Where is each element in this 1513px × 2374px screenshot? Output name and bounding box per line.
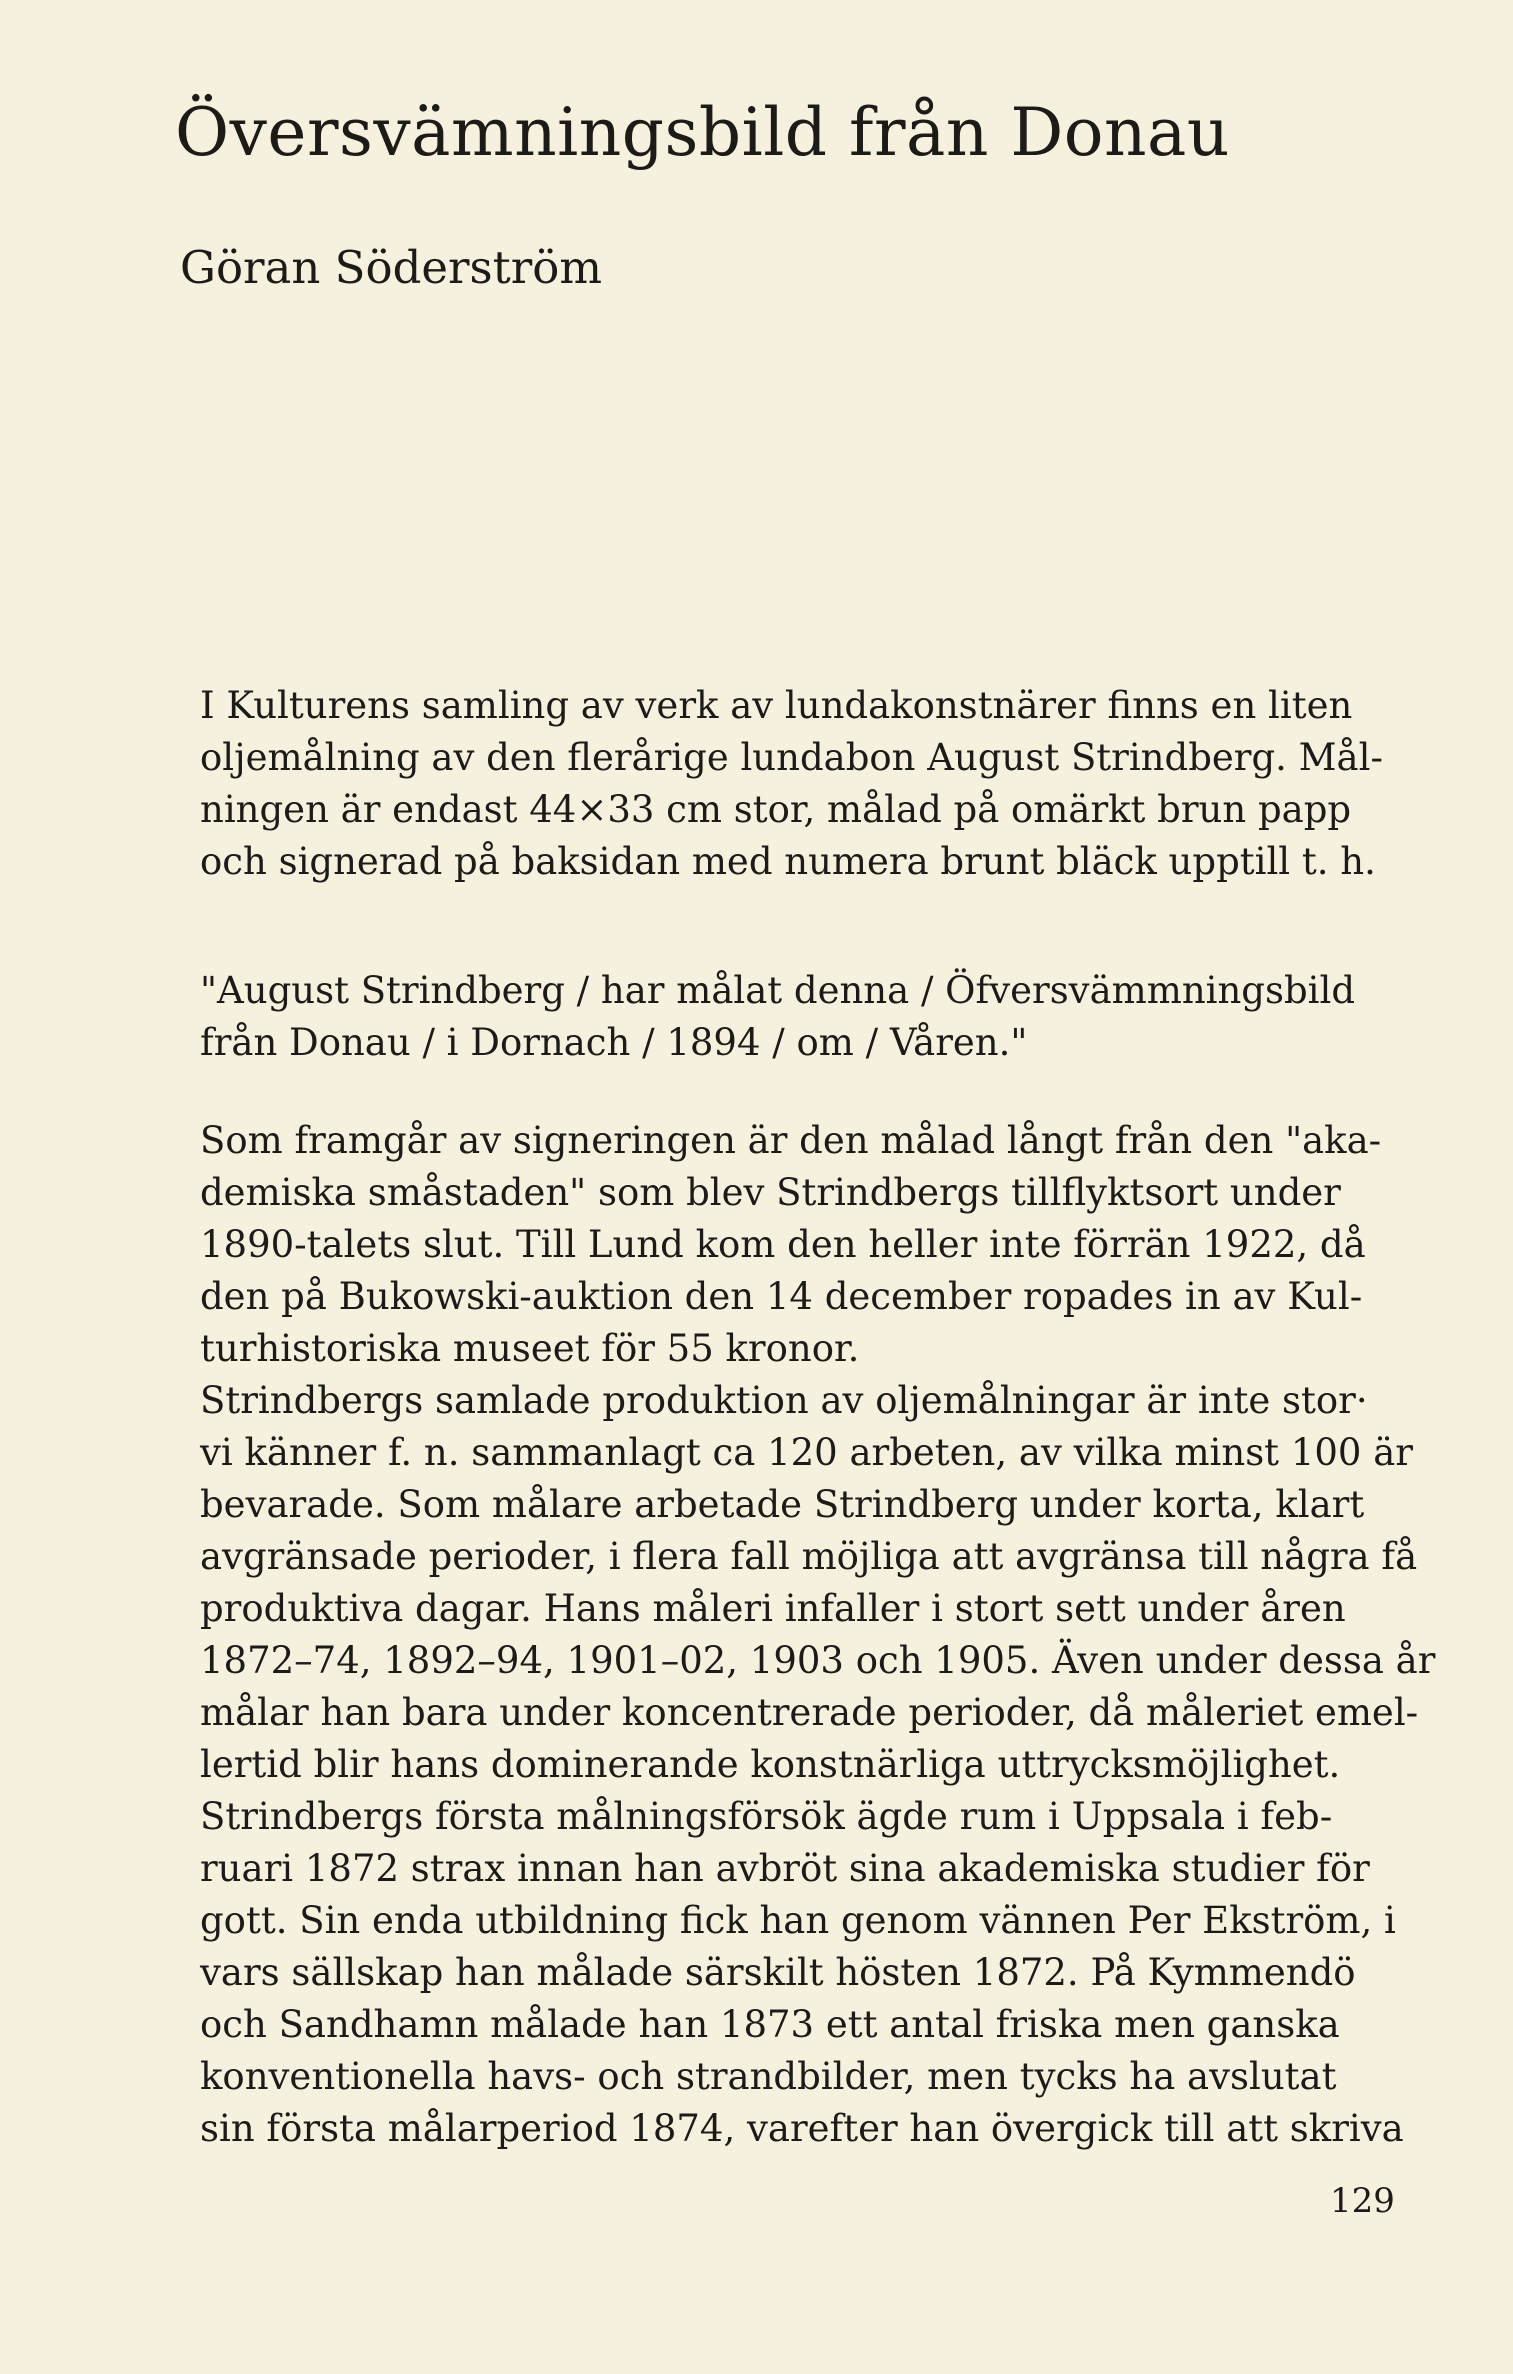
signature-quote — [200, 965, 1380, 1069]
paragraph-line: gott. Sin enda utbildning fick han genom vännen Per Ekström, i — [200, 1899, 1396, 1942]
article-author: Göran Söderström — [180, 241, 602, 294]
main-paragraphs — [200, 1115, 1436, 2155]
paragraph-line: och signerad på baksidan med numera brunt bläck upptill t. h. — [200, 840, 1376, 883]
paragraph-line: produktiva dagar. Hans måleri infaller i stort sett under åren — [200, 1587, 1346, 1630]
article-title: Översvämningsbild från Donau — [175, 94, 1230, 171]
page-number: 129 — [1330, 2181, 1395, 2221]
paragraph-line: ruari 1872 strax innan han avbröt sina akademiska studier för — [200, 1847, 1370, 1890]
intro-paragraph — [200, 680, 1383, 888]
paragraph-line: demiska småstaden" som blev Strindbergs tillflyktsort under — [200, 1171, 1341, 1214]
paragraph-line: och Sandhamn målade han 1873 ett antal friska men ganska — [200, 2003, 1340, 2046]
quote-line: från Donau / i Dornach / 1894 / om / Våren." — [200, 1021, 1028, 1064]
paragraph-line: konventionella havs- och strandbilder, men tycks ha avslutat — [200, 2055, 1337, 2098]
paragraph-line: den på Bukowski-auktion den 14 december ropades in av Kul- — [200, 1275, 1363, 1318]
paragraph-line: oljemålning av den flerårige lundabon August Strindberg. Mål- — [200, 736, 1383, 779]
paragraph-line: 1890-talets slut. Till Lund kom den heller inte förrän 1922, då — [200, 1223, 1366, 1266]
paragraph-line: 1872–74, 1892–94, 1901–02, 1903 och 1905. Även under dessa år — [200, 1639, 1436, 1682]
paragraph-line: Strindbergs första målningsförsök ägde rum i Uppsala i feb- — [200, 1795, 1333, 1838]
paragraph-line: Strindbergs samlade produktion av oljemålningar är inte stor· — [200, 1379, 1368, 1422]
paragraph-line: I Kulturens samling av verk av lundakonstnärer finns en liten — [200, 684, 1353, 727]
paragraph-line: målar han bara under koncentrerade perioder, då måleriet emel- — [200, 1691, 1419, 1734]
paragraph-line: bevarade. Som målare arbetade Strindberg under korta, klart — [200, 1483, 1365, 1526]
paragraph-line: turhistoriska museet för 55 kronor. — [200, 1327, 860, 1370]
paragraph-line: ningen är endast 44×33 cm stor, målad på omärkt brun papp — [200, 788, 1352, 831]
paragraph-line: avgränsade perioder, i flera fall möjliga att avgränsa till några få — [200, 1535, 1418, 1578]
paragraph-line: vars sällskap han målade särskilt hösten 1872. På Kymmendö — [200, 1951, 1356, 1994]
paragraph-line: Som framgår av signeringen är den målad långt från den "aka- — [200, 1119, 1382, 1162]
paragraph-line: lertid blir hans dominerande konstnärliga uttrycksmöjlighet. — [200, 1743, 1341, 1786]
paragraph-line: vi känner f. n. sammanlagt ca 120 arbeten, av vilka minst 100 är — [200, 1431, 1413, 1474]
paragraph-line: sin första målarperiod 1874, varefter han övergick till att skriva — [200, 2107, 1404, 2150]
quote-line: "August Strindberg / har målat denna / Öfversvämmningsbild — [200, 969, 1356, 1012]
